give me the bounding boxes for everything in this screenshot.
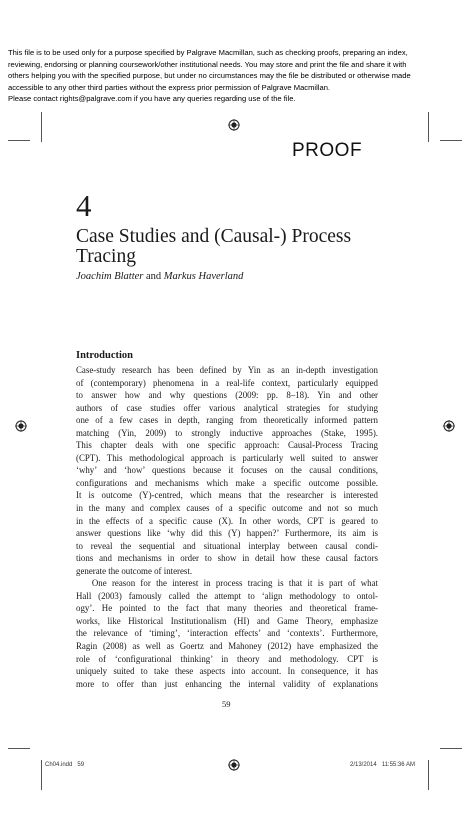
body-line: ‘why’ and ‘how’ questions because it focuses on the causal conditions, bbox=[76, 465, 378, 476]
crop-mark-top-right-h bbox=[440, 140, 462, 141]
body-line: (CPT). This methodological approach is particularly well suited to answer bbox=[76, 452, 378, 463]
registration-mark-icon bbox=[15, 420, 27, 432]
crop-mark-bottom-left-v bbox=[41, 760, 42, 790]
chapter-title-line: Tracing bbox=[76, 246, 136, 267]
body-line: works, like Historical Institutionalism (HI) and Game Theory, emphasize bbox=[76, 615, 378, 626]
body-line: authors of case studies offer various analytical strategies for studying bbox=[76, 402, 378, 413]
body-line: more to offer than just enhancing the internal validity of explanations bbox=[76, 678, 378, 689]
chapter-title-line: Case Studies and (Causal-) Process bbox=[76, 226, 352, 247]
chapter-title bbox=[76, 227, 396, 267]
crop-mark-bottom-right-h bbox=[440, 748, 462, 749]
body-line: in the many and complex causes of a specific outcome and not so much bbox=[76, 503, 378, 514]
author-name: Joachim Blatter bbox=[76, 271, 144, 282]
crop-mark-top-left-h bbox=[8, 140, 30, 141]
body-line: the relevance of ‘timing’, ‘interaction effects’ and ‘contexts’. Furthermore, bbox=[76, 628, 378, 639]
proof-label: PROOF bbox=[292, 140, 363, 161]
body-line: matching (Yin, 2009) to strongly inductive approaches (Stake, 1995). bbox=[76, 427, 378, 438]
notice-line: reviewing, endorsing or planning coursework/other institutional needs. You may store and print the file and share it with bbox=[8, 59, 407, 69]
body-line: This chapter deals with one specific approach: Causal-Process Tracing bbox=[76, 440, 378, 451]
body-line: uniquely suited to take these aspects into account. In consequence, it has bbox=[76, 666, 378, 677]
author-conjunction: and bbox=[143, 271, 164, 282]
notice-line: This file is to be used only for a purpose specified by Palgrave Macmillan, such as checking proofs, preparing an index, bbox=[8, 48, 408, 57]
notice-line: others helping you with the specified purpose, but under no circumstances may the file be distributed or otherwise made bbox=[8, 71, 411, 81]
permissions-notice bbox=[8, 47, 464, 105]
crop-mark-bottom-left-h bbox=[8, 748, 30, 749]
body-line: in the effects of a specific cause (X). In other words, CPT is geared to bbox=[76, 515, 378, 526]
crop-mark-top-right-v bbox=[428, 112, 429, 142]
body-line: It is outcome (Y)-centred, which means that the researcher is interested bbox=[76, 490, 378, 501]
body-line: ogy’. He pointed to the fact that many theories and theoretical frame- bbox=[76, 603, 378, 614]
registration-mark-icon bbox=[443, 420, 455, 432]
body-line: Ragin (2008) as well as Goertz and Mahoney (2012) have emphasized the bbox=[76, 641, 378, 652]
body-line: role of ‘configurational thinking’ in theory and methodology. CPT is bbox=[76, 653, 378, 664]
body-line: to reveal the sequential and situational interplay between causal condi- bbox=[76, 540, 378, 551]
crop-mark-top-left-v bbox=[41, 112, 42, 142]
slug-timestamp: 2/13/2014 11:55:36 AM bbox=[350, 762, 415, 768]
body-line: tions and mechanisms in order to show in detail how these causal factors bbox=[76, 553, 378, 564]
body-line: of (contemporary) phenomena in a real-life context, particularly equipped bbox=[76, 377, 378, 388]
chapter-number: 4 bbox=[76, 188, 92, 223]
body-line: answer questions like ‘why did this (Y) happen?’ Furthermore, its aim is bbox=[76, 528, 378, 539]
body-line: to answer how and why questions (2009: pp. 8–18). Yin and other bbox=[76, 390, 378, 401]
section-heading: Introduction bbox=[76, 350, 133, 361]
body-line: Case-study research has been defined by Yin as an in-depth investigation bbox=[76, 365, 378, 375]
body-text bbox=[76, 364, 378, 690]
registration-mark-icon bbox=[228, 119, 240, 131]
body-line: generate the outcome of interest. bbox=[76, 565, 193, 576]
page-number: 59 bbox=[222, 699, 231, 709]
registration-mark-icon bbox=[228, 759, 240, 771]
slug-filename: Ch04.indd 59 bbox=[45, 762, 85, 768]
notice-line: accessible to any other third parties without the express prior permission of Palgrave Macmillan. bbox=[8, 82, 331, 92]
body-line: Hall (2003) famously called the attempt to ‘align methodology to ontol- bbox=[76, 590, 378, 601]
author-name: Markus Haverland bbox=[163, 271, 244, 282]
crop-mark-bottom-right-v bbox=[428, 760, 429, 790]
body-line: configurations and mechanisms which make a specific outcome possible. bbox=[76, 477, 378, 488]
notice-line: Please contact rights@palgrave.com if you have any queries regarding use of the file. bbox=[8, 94, 296, 104]
body-line: One reason for the interest in process tracing is that it is part of what bbox=[76, 578, 378, 589]
body-line: one of a few cases in depth, ranging from theoretically informed pattern bbox=[76, 415, 378, 426]
chapter-authors bbox=[76, 271, 243, 282]
